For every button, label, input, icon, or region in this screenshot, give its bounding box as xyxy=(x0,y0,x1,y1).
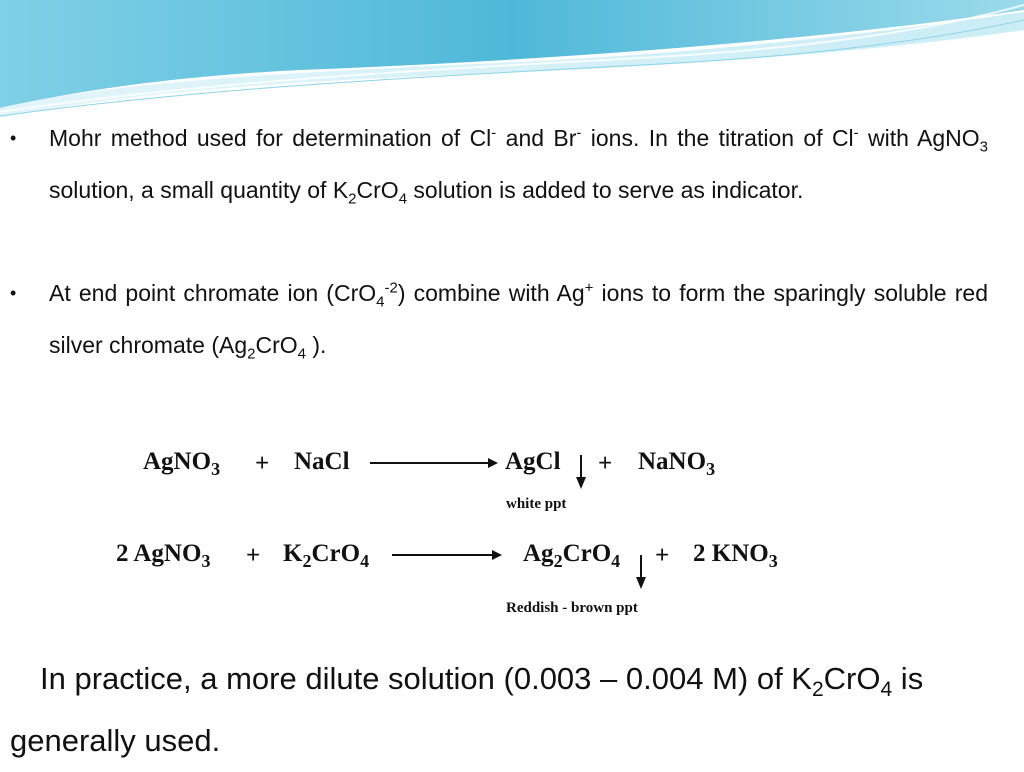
footer-paragraph: In practice, a more dilute solution (0.003 – 0.004 M) of $K_2CrO_4$ is generally used. xyxy=(10,661,924,758)
bullet-marker: • xyxy=(10,128,17,148)
reactant-2agno3: 2 AgNO$_3$ xyxy=(116,540,211,571)
precipitate-note-reddish-brown: Reddish - brown ppt xyxy=(506,600,638,616)
bullet-paragraph-end-point: At end point chromate ion (CrO$_4^{-2}$) combine with Ag+ ions to form the sparingly soluble red silver chromate ($Ag_2CrO_4$ ). xyxy=(49,279,988,363)
product-ag2cro4: $Ag_2CrO_4$ xyxy=(523,540,621,571)
reactant-nacl: NaCl xyxy=(294,448,350,475)
reaction-arrow-icon xyxy=(392,547,504,563)
plus-sign: + xyxy=(655,542,670,569)
precipitate-arrow-icon xyxy=(573,455,589,491)
plus-sign: + xyxy=(598,450,613,477)
reactant-agno3: AgNO$_3$ xyxy=(143,448,221,479)
product-2kno3: 2 $KNO_3$ xyxy=(693,540,778,571)
header-wave-decoration xyxy=(0,0,1024,120)
product-nano3: NaNO$_3$ xyxy=(638,448,716,479)
plus-sign: + xyxy=(246,542,261,569)
bullet-marker: • xyxy=(10,283,17,303)
bullet-paragraph-mohr-method: Mohr method used for determination of Cl- and Br- ions. In the titration of Cl- with AgNO$_3$ solution, a small quantity of $K_2CrO_4$ solution is added to serve as indicator. xyxy=(49,124,989,208)
product-agcl: AgCl xyxy=(505,448,561,475)
precipitate-arrow-icon xyxy=(633,555,649,591)
reactant-k2cro4: $K_2CrO_4$ xyxy=(283,540,370,571)
reaction-arrow-icon xyxy=(370,455,500,471)
plus-sign: + xyxy=(255,450,270,477)
precipitate-note-white: white ppt xyxy=(506,496,567,512)
